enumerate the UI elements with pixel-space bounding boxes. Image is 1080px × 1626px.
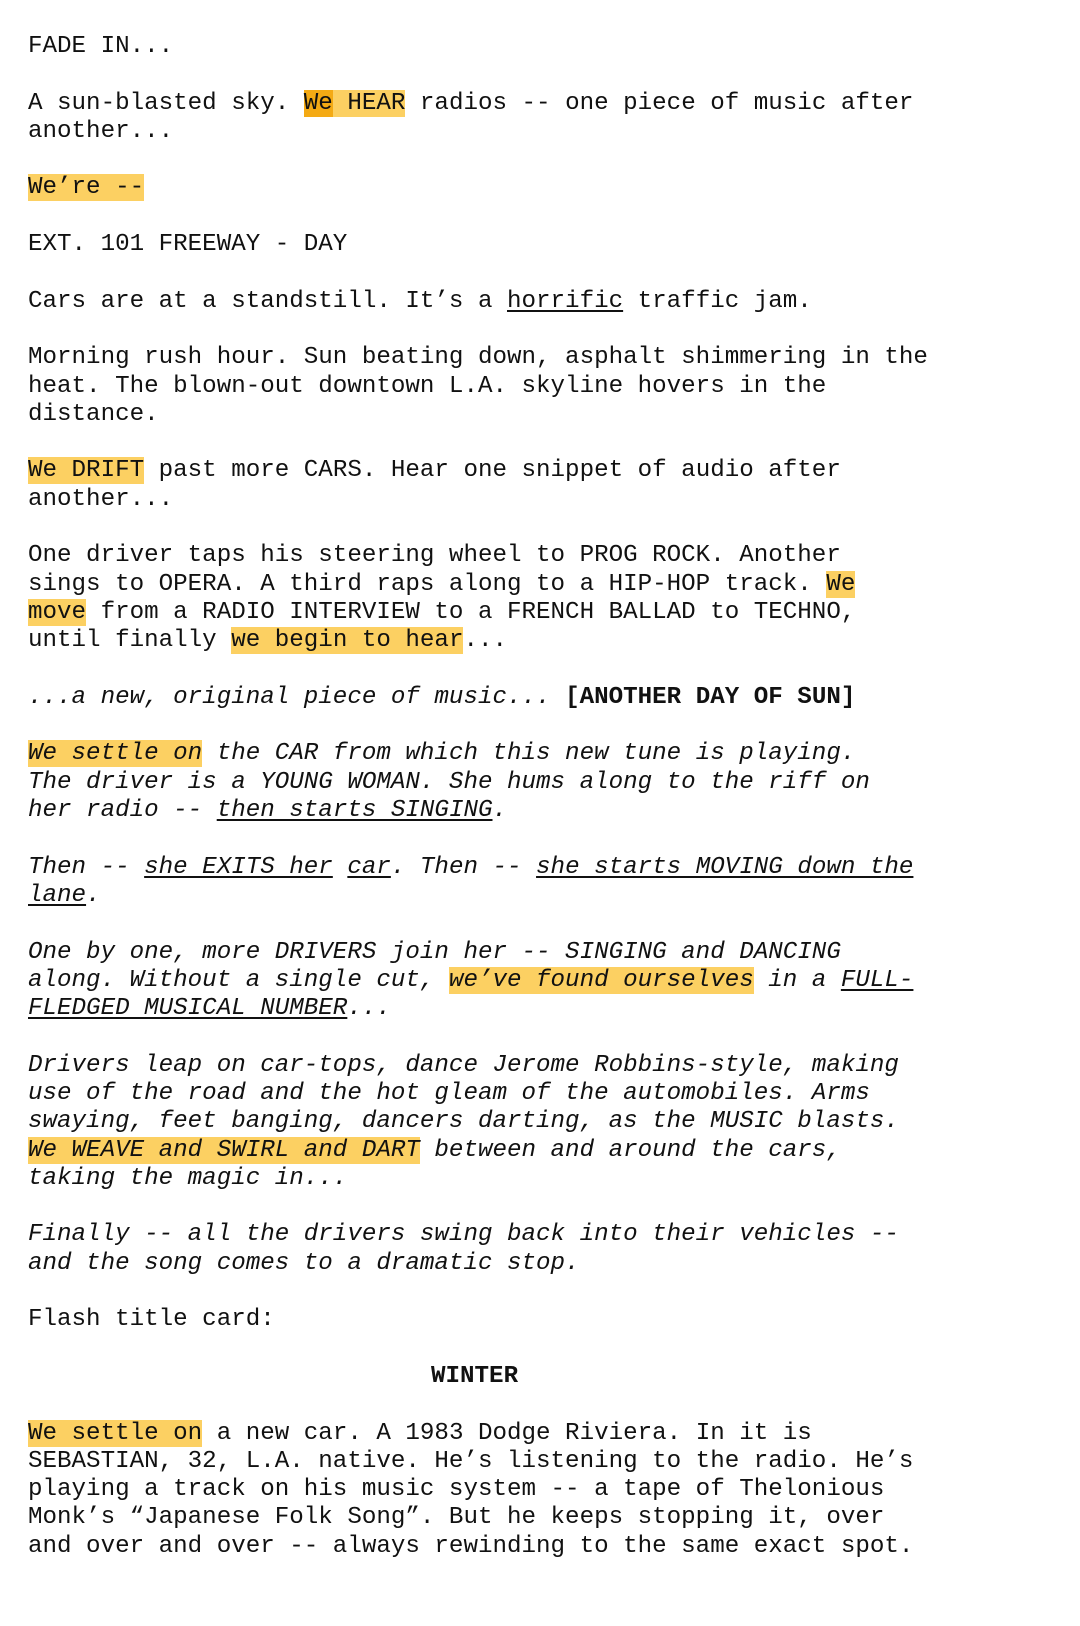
action-paragraph-8: We settle on the CAR from which this new tune is playing. The driver is a YOUNG WOMAN. She hums along to the riff on her radio -- then starts SINGING.	[28, 740, 870, 825]
scene-heading: EXT. 101 FREEWAY - DAY	[28, 231, 348, 259]
underlined-text: horrific	[507, 287, 624, 315]
highlight: HEAR	[332, 89, 406, 117]
highlight-strong: We	[303, 89, 333, 117]
highlight: We’re --	[28, 174, 145, 202]
highlight: move	[28, 598, 87, 626]
highlight: We WEAVE and SWIRL and DART	[28, 1136, 420, 1164]
underlined-text: she EXITS her	[144, 853, 333, 881]
highlight: we begin to hear	[231, 627, 464, 655]
song-title: [ANOTHER DAY OF SUN]	[565, 683, 856, 711]
title-card: WINTER	[431, 1362, 519, 1390]
underlined-text: she starts MOVING down the	[536, 853, 914, 881]
action-paragraph-11: Drivers leap on car-tops, dance Jerome Robbins-style, making use of the road and the hot gleam of the automobiles. Arms swaying, feet banging, dancers darting, as the MUSIC blasts. We WEAVE and SWIRL and DART between and around the cars, taking the magic in...	[28, 1051, 899, 1192]
action-paragraph-12: Finally -- all the drivers swing back into their vehicles -- and the song comes to a dramatic stop.	[28, 1221, 899, 1277]
highlight: we’ve found ourselves	[448, 966, 754, 994]
action-paragraph-4: Morning rush hour. Sun beating down, asphalt shimmering in the heat. The blown-out downtown L.A. skyline hovers in the distance.	[28, 344, 928, 428]
underlined-text: then starts SINGING	[216, 797, 493, 825]
action-paragraph-2	[28, 174, 1060, 202]
action-paragraph-1: A sun-blasted sky. We HEAR radios -- one piece of music after another...	[28, 89, 914, 145]
underlined-text: car	[347, 853, 391, 881]
action-paragraph-13: Flash title card:	[28, 1306, 275, 1334]
action-paragraph-5: We DRIFT past more CARS. Hear one snippet of audio after another...	[28, 457, 841, 513]
underlined-text: FULL-	[840, 966, 914, 994]
action-paragraph-9: Then -- she EXITS her car. Then -- she starts MOVING down the lane.	[28, 853, 914, 909]
action-paragraph-10: One by one, more DRIVERS join her -- SINGING and DANCING along. Without a single cut, we’ve found ourselves in a FULL- FLEDGED MUSICAL NUMBER...	[28, 938, 914, 1023]
action-paragraph-3: Cars are at a standstill. It’s a horrific traffic jam.	[28, 287, 812, 315]
fade-in: FADE IN...	[28, 33, 174, 60]
highlight: We DRIFT	[28, 457, 145, 485]
underlined-text: FLEDGED MUSICAL NUMBER	[28, 995, 348, 1023]
underlined-text: lane	[28, 881, 87, 909]
highlight: We	[826, 570, 856, 598]
action-paragraph-14: We settle on a new car. A 1983 Dodge Riviera. In it is SEBASTIAN, 32, L.A. native. He’s listening to the radio. He’s playing a track on his music system -- a tape of Thelonious Monk’s “Japanese Folk Song”. But he keeps stopping it, over and over and over -- always rewinding to the same exact spot.	[28, 1419, 914, 1560]
highlight: We settle on	[28, 740, 203, 768]
action-paragraph-6: One driver taps his steering wheel to PROG ROCK. Another sings to OPERA. A third raps along to a HIP-HOP track. We move from a RADIO INTERVIEW to a FRENCH BALLAD to TECHNO, until finally we begin to hear...	[28, 542, 856, 655]
action-paragraph-7: ...a new, original piece of music... [ANOTHER DAY OF SUN]	[28, 683, 856, 711]
highlight: We settle on	[28, 1419, 203, 1447]
